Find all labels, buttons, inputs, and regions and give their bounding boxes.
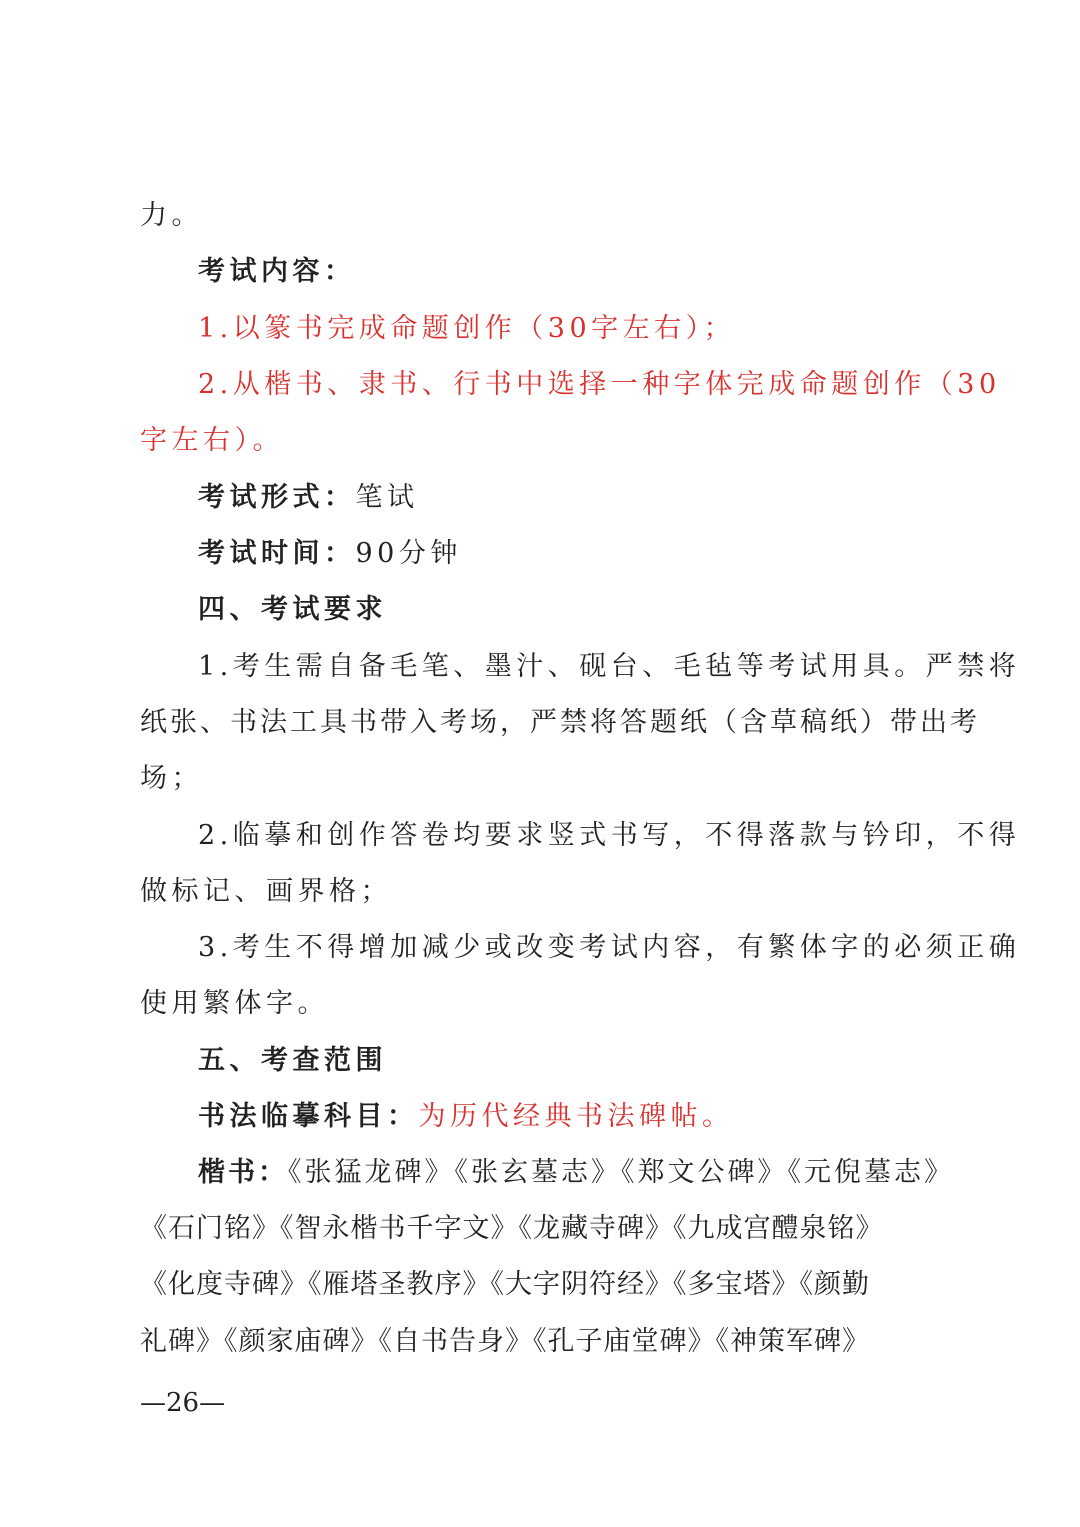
requirement-2-line-1: 2.临摹和创作答卷均要求竖式书写，不得落款与钤印，不得 [198, 820, 1021, 851]
copy-subject [198, 1097, 950, 1137]
exam-time-value: 90分钟 [355, 538, 462, 569]
exam-form-label: 考试形式： [198, 482, 356, 513]
kaishu-list-1: 《张猛龙碑》《张玄墓志》《郑文公碑》《元倪墓志》 [288, 1157, 954, 1188]
section-five-heading: 五、考查范围 [198, 1045, 387, 1076]
kaishu-line-3: 《化度寺碑》《雁塔圣教序》《大字阴符经》《多宝塔》《颜勤 [140, 1269, 870, 1300]
requirement-1-line-1: 1.考生需自备毛笔、墨汁、砚台、毛毡等考试用具。严禁将 [198, 651, 1021, 682]
requirement-3-line-2: 使用繁体字。 [140, 988, 329, 1019]
kaishu-label: 楷书： [198, 1157, 288, 1188]
exam-time-label: 考试时间： [198, 538, 356, 569]
exam-content-item-2-line-1: 2.从楷书、隶书、行书中选择一种字体完成命题创作（30 [198, 369, 1001, 400]
requirement-1-line-3: 场； [140, 763, 203, 794]
copy-subject-value: 为历代经典书法碑帖。 [418, 1101, 734, 1132]
section-four-heading: 四、考试要求 [198, 594, 387, 625]
exam-content-item-1: 1.以篆书完成命题创作（30字左右）； [198, 313, 736, 344]
paragraph-continuation: 力。 [140, 200, 203, 231]
exam-content-item-2-line-2: 字左右）。 [140, 425, 284, 456]
copy-subject-label: 书法临摹科目： [198, 1101, 419, 1132]
exam-content-label: 考试内容： [198, 256, 356, 287]
exam-form [198, 478, 950, 518]
kaishu-line-2: 《石门铭》《智永楷书千字文》《龙藏寺碑》《九成宫醴泉铭》 [140, 1213, 884, 1244]
requirement-3-line-1: 3.考生不得增加减少或改变考试内容，有繁体字的必须正确 [198, 932, 1021, 963]
kaishu-line-1 [198, 1153, 954, 1193]
page-number: —26— [140, 1388, 226, 1418]
exam-time [198, 534, 950, 574]
requirement-1-line-2: 纸张、书法工具书带入考场，严禁将答题纸（含草稿纸）带出考 [140, 707, 980, 738]
requirement-2-line-2: 做标记、画界格； [140, 876, 392, 907]
exam-form-value: 笔试 [355, 482, 419, 513]
kaishu-line-4: 礼碑》《颜家庙碑》《自书告身》《孔子庙堂碑》《神策军碑》 [140, 1326, 870, 1357]
